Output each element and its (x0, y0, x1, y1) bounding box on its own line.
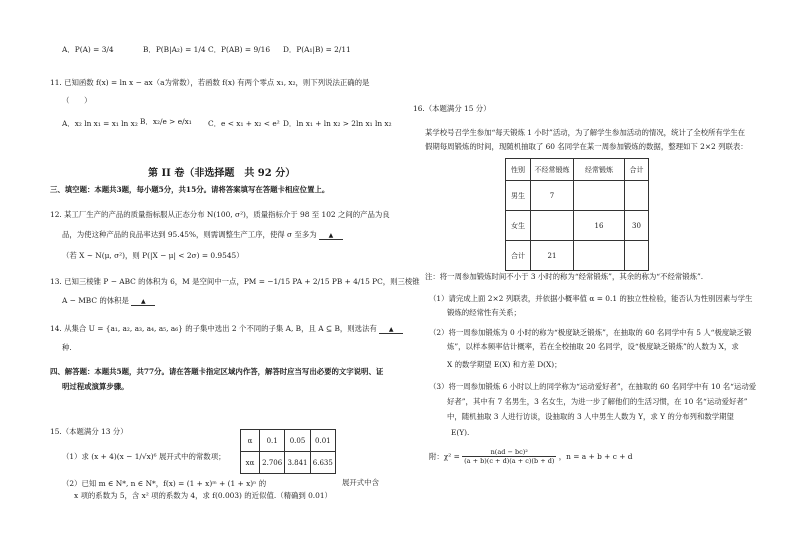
table-cell: 女生 (506, 211, 531, 241)
q11-paren: （ ） (62, 96, 92, 105)
q12-answer-blank (319, 230, 343, 240)
q14-line1-text: 14. 从集合 U = {a₁, a₂, a₃, a₄, a₅, a₆} 的子集中选出 2 个不同的子集 A, B，且 A ⊆ B，则选法有 (50, 324, 377, 333)
table-cell (574, 181, 625, 211)
q16-part2-line3: X 的数学期望 E(X) 和方差 D(X)； (447, 360, 562, 369)
q11-stem: 11. 已知函数 f(x) = ln x − ax（a为常数），若函数 f(x) 有两个零点 x₁, x₂，则下列说法正确的是 (50, 78, 370, 87)
alpha-cell: xα (241, 452, 260, 474)
q16-note: 注：将一周参加锻炼时间不小于 3 小时的称为“经常锻炼”，其余的称为“不经常锻炼”. (425, 272, 704, 281)
chi-square-formula (429, 448, 633, 474)
q16-header: 16.（本题满分 15 分） (413, 104, 491, 113)
table-cell: 合计 (506, 241, 531, 271)
q16-part3-line4: E(Y). (451, 428, 470, 437)
alpha-cell: 0.05 (285, 430, 310, 452)
q16-part2-line2: 炼”，以样本频率估计概率，若在全校抽取 20 名同学，设“极度缺乏锻炼”的人数为 X，求 (447, 342, 739, 351)
q16-part1-line1: （1）请完成上面 2×2 列联表，并依据小概率值 α = 0.1 的独立性检验，能否认为性别因素与学生 (429, 294, 753, 303)
table-cell (625, 181, 649, 211)
triangle-marker-icon: ▲ (388, 326, 394, 333)
formula-fraction (462, 448, 556, 465)
contingency-table (505, 158, 649, 271)
section3-heading: 三、填空题：本题共3题，每小题5分，共15分。请将答案填写在答题卡相应位置上。 (50, 185, 330, 194)
alpha-cell: 3.841 (285, 452, 310, 474)
table-cell (531, 211, 574, 241)
q15-header: 15.（本题满分 13 分） (50, 427, 128, 436)
q15-part2-line1: （2）已知 m ∈ N*, n ∈ N*，f(x) = (1 + x)ᵐ + (1 + x)ⁿ 的 (62, 479, 267, 488)
table-header-cell: 不经常锻炼 (531, 159, 574, 181)
table-header-cell: 经常锻炼 (574, 159, 625, 181)
alpha-cell: 6.635 (310, 452, 335, 474)
q12-line1: 12. 某工厂生产的产品的质量指标服从正态分布 N(100, σ²)，质量指标介于 98 至 102 之间的产品为良 (50, 210, 390, 219)
table-header-cell: 合计 (625, 159, 649, 181)
table-cell (574, 241, 625, 271)
q15-part2-line2: x 项的系数为 5，含 x² 项的系数为 4，求 f(0.003) 的近似值.（精确到 0.01） (74, 491, 332, 500)
table-cell (625, 241, 649, 271)
formula-numerator: n(ad − bc)² (462, 448, 556, 457)
alpha-critical-table (240, 429, 336, 474)
section4-heading-line1: 四、解答题：本题共5题，共77分。请在答题卡指定区域内作答，解答时应当写出必要的文字说明、证 (50, 367, 384, 376)
q13-line1: 13. 已知三棱锥 P − ABC 的体积为 6，M 是空间中一点，PM = −1/15 PA + 2/15 PB + 4/15 PC，则三棱锥 (50, 277, 420, 286)
q11-option-c: C．e < x₁ + x₂ < e² (208, 119, 280, 128)
q16-part3-line3: 中，随机抽取 3 人进行访谈，设抽取的 3 人中男生人数为 Y，求 Y 的分布列和数学期望 (447, 412, 734, 421)
triangle-marker-icon: ▲ (328, 232, 334, 239)
table-cell: 30 (625, 211, 649, 241)
formula-denominator: (a + b)(c + d)(a + c)(b + d) (464, 457, 555, 465)
table-cell: 21 (531, 241, 574, 271)
q12-line3: （若 X ~ N(μ, σ²)，则 P(|X − μ| < 2σ) = 0.9545） (62, 251, 244, 260)
q12-line2-text: 品，为使这种产品的良品率达到 95.45%，则需调整生产工序，使得 σ 至多为 (62, 230, 317, 239)
q10-option-b: B．P(B|A₂) = 1/4 (143, 45, 206, 54)
alpha-cell: α (241, 430, 260, 452)
q11-option-a: A．x₂ ln x₁ = x₁ ln x₂ (62, 119, 138, 128)
q15-part1: （1）求 (x + 4)(x − 1/√x)⁶ 展开式中的常数项； (62, 452, 226, 461)
q13-answer-blank (131, 296, 155, 306)
table-cell: 16 (574, 211, 625, 241)
q12-line2 (62, 229, 343, 240)
q11-option-b: B．x₂/e > e/x₁ (140, 117, 192, 126)
q14-answer-blank (379, 324, 403, 334)
alpha-cell: 0.1 (260, 430, 285, 452)
triangle-marker-icon: ▲ (140, 298, 146, 305)
formula-tail: ，n = a + b + c + d (558, 452, 633, 461)
q16-intro-line1: 某学校号召学生参加“每天锻炼 1 小时”活动，为了解学生参加活动的情况，统计了全校所有学生在 (425, 128, 745, 137)
alpha-cell: 0.01 (310, 430, 335, 452)
table-cell: 7 (531, 181, 574, 211)
table-row (506, 241, 649, 271)
q10-option-d: D．P(A₁|B) = 2/11 (283, 45, 351, 54)
alpha-cell: 2.706 (260, 452, 285, 474)
table-row (506, 181, 649, 211)
q14-line2: 种. (62, 343, 72, 352)
q16-part3-line1: （3）将一周参加锻炼 6 小时以上的同学称为“运动爱好者”，在抽取的 60 名同学中有 10 名“运动爱 (429, 382, 757, 391)
q10-option-a: A．P(A) = 3/4 (62, 45, 114, 54)
table-header-cell: 性别 (506, 159, 531, 181)
q10-option-c: C．P(AB) = 9/16 (208, 45, 271, 54)
part2-title: 第 II 卷（非选择题 共 92 分） (148, 168, 296, 179)
q16-intro-line2: 假期每周锻炼的时间，现随机抽取了 60 名同学在某一周参加锻炼的数据，整理如下 2×2 列联表： (425, 142, 748, 151)
q16-part2-line1: （2）将一周参加锻炼为 0 小时的称为“极度缺乏锻炼”，在抽取的 60 名同学中有 5 人“极度缺乏锻 (429, 328, 752, 337)
q13-line2-text: A − MBC 的体积是 (62, 296, 129, 305)
q16-part1-line2: 锻炼的经常性有关系； (447, 308, 521, 317)
q14-line1 (50, 323, 403, 334)
q15-tail: 展开式中含 (342, 478, 379, 487)
q11-option-d: D．ln x₁ + ln x₂ > 2ln x₁ ln x₂ (283, 119, 392, 128)
table-cell: 男生 (506, 181, 531, 211)
table-row (506, 211, 649, 241)
q16-part3-line2: 好者”，其中有 7 名男生，3 名女生，为进一步了解他们的生活习惯，在 10 名“运动爱好者” (447, 397, 748, 406)
section4-heading-line2: 明过程或演算步骤。 (62, 382, 129, 391)
q13-line2 (62, 295, 155, 306)
formula-label: 附：χ² = (429, 452, 460, 461)
